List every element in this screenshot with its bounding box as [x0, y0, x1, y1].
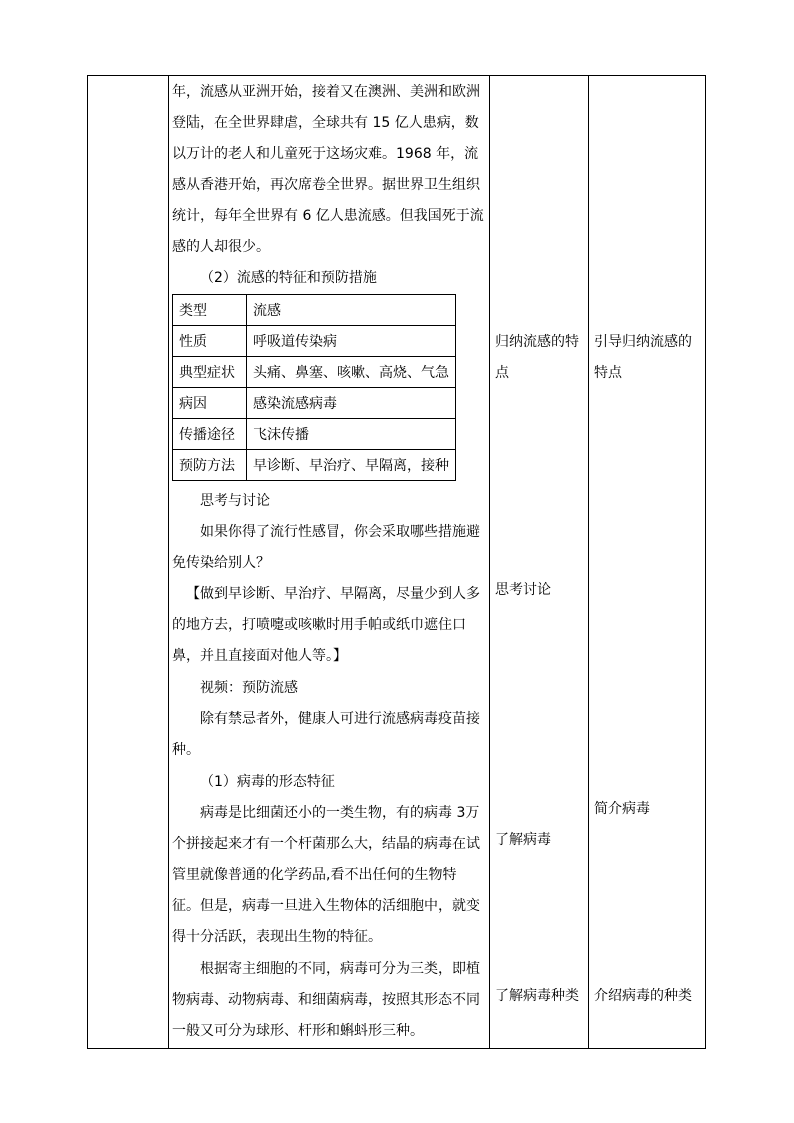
table-key: 病因 [173, 388, 247, 419]
section-heading-virus: （1）病毒的形态特征 [200, 774, 335, 790]
history-paragraph: 年，流感从亚洲开始，接着又在澳洲、美洲和欧洲登陆，在全世界肆虐，全球共有 15 亿人患病，数以万计的老人和儿童死于这场灾难。1968 年，流感从香港开始，再次席卷全世界。据世界卫生组织统计，每年全世界有 6 亿人患流感。但我国死于流感的人却很少。 [172, 84, 484, 255]
table-row [173, 295, 456, 326]
table-row [173, 326, 456, 357]
table-value: 早诊断、早治疗、早隔离，接种 [247, 450, 456, 481]
virus-type-paragraph: 根据寄主细胞的不同，病毒可分为三类，即植物病毒、动物病毒、和细菌病毒，按照其形态不同一般又可分为球形、杆形和蝌蚪形三种。 [172, 961, 480, 1039]
table-row [173, 450, 456, 481]
table-value: 头痛、鼻塞、咳嗽、高烧、气急 [247, 357, 456, 388]
column-divider [489, 76, 490, 1048]
discussion-heading: 思考与讨论 [200, 493, 270, 509]
table-key: 预防方法 [173, 450, 247, 481]
activity-virus-types: 了解病毒种类 [495, 988, 579, 1004]
activity-learn-virus: 了解病毒 [495, 832, 551, 848]
discussion-question: 如果你得了流行性感冒，你会采取哪些措施避免传染给别人？ [172, 524, 480, 571]
table-row [173, 388, 456, 419]
table-value: 呼吸道传染病 [247, 326, 456, 357]
activity-discussion: 思考讨论 [495, 582, 551, 598]
column-divider [588, 76, 589, 1048]
video-label: 视频：预防流感 [200, 680, 298, 696]
table-row [173, 357, 456, 388]
table-row [173, 419, 456, 450]
table-value: 飞沫传播 [247, 419, 456, 450]
column-divider [168, 76, 169, 1048]
intent-virus-types: 介绍病毒的种类 [594, 988, 692, 1004]
intent-introduce-virus: 简介病毒 [594, 801, 650, 817]
table-value: 流感 [247, 295, 456, 326]
table-key: 性质 [173, 326, 247, 357]
section-heading-flu: （2）流感的特征和预防措施 [200, 270, 377, 286]
virus-shape-paragraph: 病毒是比细菌还小的一类生物，有的病毒 3万个拼接起来才有一个杆菌那么大，结晶的病毒在试管里就像普通的化学药品,看不出任何的生物特征。但是，病毒一旦进入生物体的活细胞中，就变得十分活跃，表现出生物的特征。 [172, 805, 480, 945]
table-key: 传播途径 [173, 419, 247, 450]
activity-summarize-flu: 归纳流感的特点 [495, 334, 579, 381]
discussion-answer: 【做到早诊断、早治疗、早隔离，尽量少到人多的地方去，打喷嚏或咳嗽时用手帕或纸巾遮住口鼻，并且直接面对他人等。】 [172, 586, 480, 664]
table-key: 类型 [173, 295, 247, 326]
flu-feature-table [172, 294, 456, 481]
intent-summarize-flu: 引导归纳流感的特点 [594, 334, 692, 381]
table-value: 感染流感病毒 [247, 388, 456, 419]
table-key: 典型症状 [173, 357, 247, 388]
vaccine-paragraph: 除有禁忌者外，健康人可进行流感病毒疫苗接种。 [172, 711, 480, 758]
